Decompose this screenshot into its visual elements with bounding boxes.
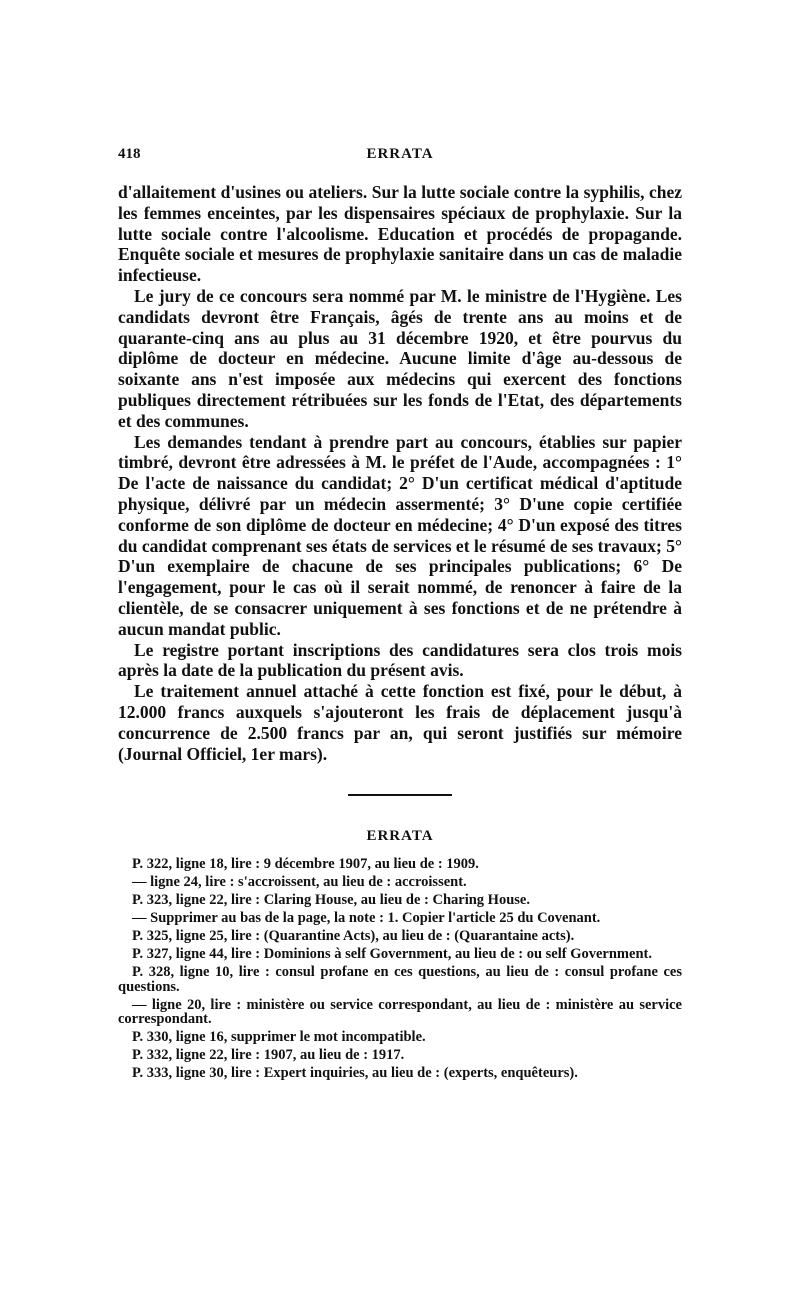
page (118, 140, 682, 1084)
errata-entry: P. 328, ligne 10, lire : consul profane en ces questions, au lieu de : consul profane ces questions. (118, 964, 682, 995)
errata-entry: P. 322, ligne 18, lire : 9 décembre 1907, au lieu de : 1909. (132, 856, 479, 873)
errata-entry: — ligne 20, lire : ministère ou service correspondant, au lieu de : ministère au service correspondant. (118, 996, 682, 1028)
errata-entry: — ligne 24, lire : s'accroissent, au lieu de : accroissent. (132, 874, 467, 891)
paragraph-registre: Le registre portant inscriptions des candidatures sera clos trois mois après la date de la publication du présent avis. (118, 639, 682, 681)
errata-entry: P. 327, ligne 44, lire : Dominions à self Government, au lieu de : ou self Government. (132, 946, 652, 963)
errata-entry: P. 330, ligne 16, supprimer le mot incompatible. (132, 1029, 426, 1046)
main-text (118, 182, 682, 764)
errata-list (118, 857, 682, 1081)
paragraph-continued: d'allaitement d'usines ou ateliers. Sur la lutte sociale contre la syphilis, chez les femmes enceintes, par les dispensaires spéciaux de prophylaxie. Sur la lutte sociale contre l'alcoolisme. Education et procédés de propagande. Enquête sociale et mesures de prophylaxie sanitaire dans un cas de maladie infectieuse. (118, 182, 682, 286)
paragraph-demandes: Les demandes tendant à prendre part au concours, établies sur papier timbré, devront être adressées à M. le préfet de l'Aude, accompagnées : 1° De l'acte de naissance du candidat; 2° D'un certificat médical d'aptitude physique, délivré par un médecin assermenté; 3° D'une copie certifiée conforme de son diplôme de docteur en médecine; 4° D'un exposé des titres du candidat comprenant ses états de services et le résumé de ses travaux; 5° D'un exemplaire de chacune de ses principales publications; 6° De l'engagement, pour le cas où il serait nommé, de renoncer à faire de la clientèle, de se consacrer uniquement à ses fonctions et de ne prétendre à aucun mandat public. (118, 431, 682, 639)
errata-entry: P. 323, ligne 22, lire : Claring House, au lieu de : Charing House. (132, 892, 530, 909)
page-header (118, 140, 682, 164)
paragraph-traitement: Le traitement annuel attaché à cette fonction est fixé, pour le début, à 12.000 francs auxquels s'ajouteront les frais de déplacement jusqu'à concurrence de 2.500 francs par an, qui seront justifiés sur mémoire (Journal Officiel, 1er mars). (118, 681, 682, 764)
running-title: ERRATA (366, 146, 434, 162)
paragraph-jury: Le jury de ce concours sera nommé par M. le ministre de l'Hygiène. Les candidats devront être Français, âgés de trente ans au moins et de quarante-cinq ans au plus au 31 décembre 1920, et être pourvus du diplôme de docteur en médecine. Aucune limite d'âge au-dessous de soixante ans n'est imposée aux médecins qui exercent des fonctions publiques directement rétribuées sur les fonds de l'Etat, des départements et des communes. (118, 285, 682, 431)
errata-entry: — Supprimer au bas de la page, la note : 1. Copier l'article 25 du Covenant. (132, 910, 601, 927)
errata-entry: P. 325, ligne 25, lire : (Quarantine Acts), au lieu de : (Quarantaine acts). (132, 928, 575, 945)
page-number: 418 (118, 146, 141, 162)
errata-entry: P. 332, ligne 22, lire : 1907, au lieu de : 1917. (132, 1047, 405, 1064)
errata-heading: ERRATA (366, 828, 434, 845)
section-divider (348, 794, 452, 796)
errata-entry: P. 333, ligne 30, lire : Expert inquiries, au lieu de : (experts, enquêteurs). (132, 1065, 578, 1082)
